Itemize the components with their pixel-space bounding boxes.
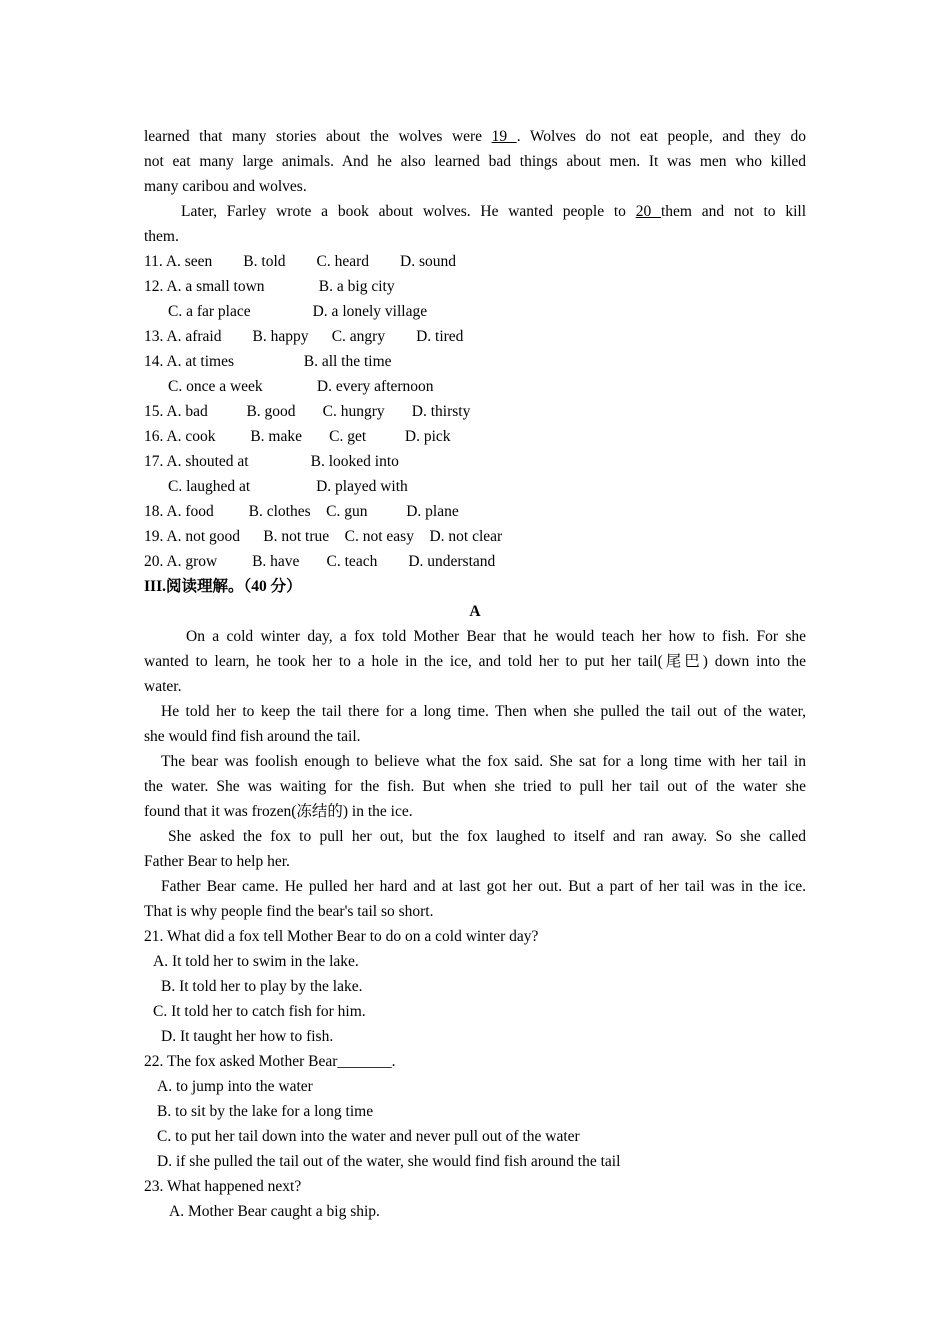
passage-text: learned that many stories about the wolves were — [144, 128, 492, 145]
reading-question-23: 23. What happened next? — [144, 1178, 302, 1195]
blank-19: 19 — [491, 128, 517, 145]
answer-option: A. Mother Bear caught a big ship. — [169, 1203, 380, 1220]
passage-line: them. — [144, 228, 179, 245]
passage-line — [144, 199, 806, 224]
passage-text: Later, Farley wrote a book about wolves. He wanted people to — [181, 203, 636, 220]
section-heading: III.阅读理解。（40 分） — [144, 578, 302, 595]
answer-option: B. to sit by the lake for a long time — [157, 1103, 374, 1120]
cloze-question-14-options: C. once a week D. every afternoon — [168, 378, 434, 395]
cloze-question-17: 17. A. shouted at B. looked into — [144, 453, 399, 470]
reading-line: wanted to learn, he took her to a hole in the ice, and told her to put her tail(尾巴) down into the — [144, 653, 806, 670]
reading-line: She asked the fox to pull her out, but the fox laughed to itself and ran away. So she called — [168, 828, 806, 845]
cloze-question-20: 20. A. grow B. have C. teach D. understand — [144, 553, 496, 570]
answer-option: C. to put her tail down into the water and never pull out of the water — [157, 1128, 580, 1145]
reading-line: Father Bear came. He pulled her hard and at last got her out. But a part of her tail was in the ice. — [161, 878, 806, 895]
reading-question-21: 21. What did a fox tell Mother Bear to do on a cold winter day? — [144, 928, 539, 945]
cloze-question-19: 19. A. not good B. not true C. not easy D. not clear — [144, 528, 503, 545]
answer-option: B. It told her to play by the lake. — [161, 978, 363, 995]
answer-option: C. It told her to catch fish for him. — [153, 1003, 366, 1020]
document-content — [144, 124, 806, 1224]
cloze-question-16: 16. A. cook B. make C. get D. pick — [144, 428, 451, 445]
answer-option: D. It taught her how to fish. — [161, 1028, 334, 1045]
passage-text: . Wolves do not eat people, and they do — [516, 128, 806, 145]
reading-line: That is why people find the bear's tail so short. — [144, 903, 434, 920]
cloze-question-11: 11. A. seen B. told C. heard D. sound — [144, 253, 456, 270]
answer-option: A. It told her to swim in the lake. — [153, 953, 359, 970]
reading-line: Father Bear to help her. — [144, 853, 290, 870]
reading-line: the water. She was waiting for the fish. But when she tried to pull her tail out of the water she — [144, 778, 806, 795]
answer-option: A. to jump into the water — [157, 1078, 313, 1095]
passage-line — [144, 124, 806, 149]
cloze-question-12-options: C. a far place D. a lonely village — [168, 303, 428, 320]
reading-line: found that it was frozen(冻结的) in the ice. — [144, 803, 413, 820]
passage-line: not eat many large animals. And he also learned bad things about men. It was men who killed — [144, 153, 806, 170]
reading-line: On a cold winter day, a fox told Mother Bear that he would teach her how to fish. For she — [186, 628, 806, 645]
passage-line: many caribou and wolves. — [144, 178, 307, 195]
blank-20: 20 — [635, 203, 661, 220]
cloze-question-15: 15. A. bad B. good C. hungry D. thirsty — [144, 403, 471, 420]
reading-line: she would find fish around the tail. — [144, 728, 361, 745]
cloze-question-17-options: C. laughed at D. played with — [168, 478, 408, 495]
cloze-question-18: 18. A. food B. clothes C. gun D. plane — [144, 503, 459, 520]
reading-line: water. — [144, 678, 182, 695]
passage-text: them and not to kill — [660, 203, 806, 220]
part-heading: A — [469, 603, 481, 620]
cloze-question-13: 13. A. afraid B. happy C. angry D. tired — [144, 328, 464, 345]
reading-question-22: 22. The fox asked Mother Bear_______. — [144, 1053, 396, 1070]
cloze-question-14: 14. A. at times B. all the time — [144, 353, 392, 370]
answer-option: D. if she pulled the tail out of the water, she would find fish around the tail — [157, 1153, 621, 1170]
reading-line: He told her to keep the tail there for a long time. Then when she pulled the tail out of the water, — [161, 703, 806, 720]
cloze-question-12: 12. A. a small town B. a big city — [144, 278, 395, 295]
reading-line: The bear was foolish enough to believe what the fox said. She sat for a long time with her tail in — [161, 753, 806, 770]
